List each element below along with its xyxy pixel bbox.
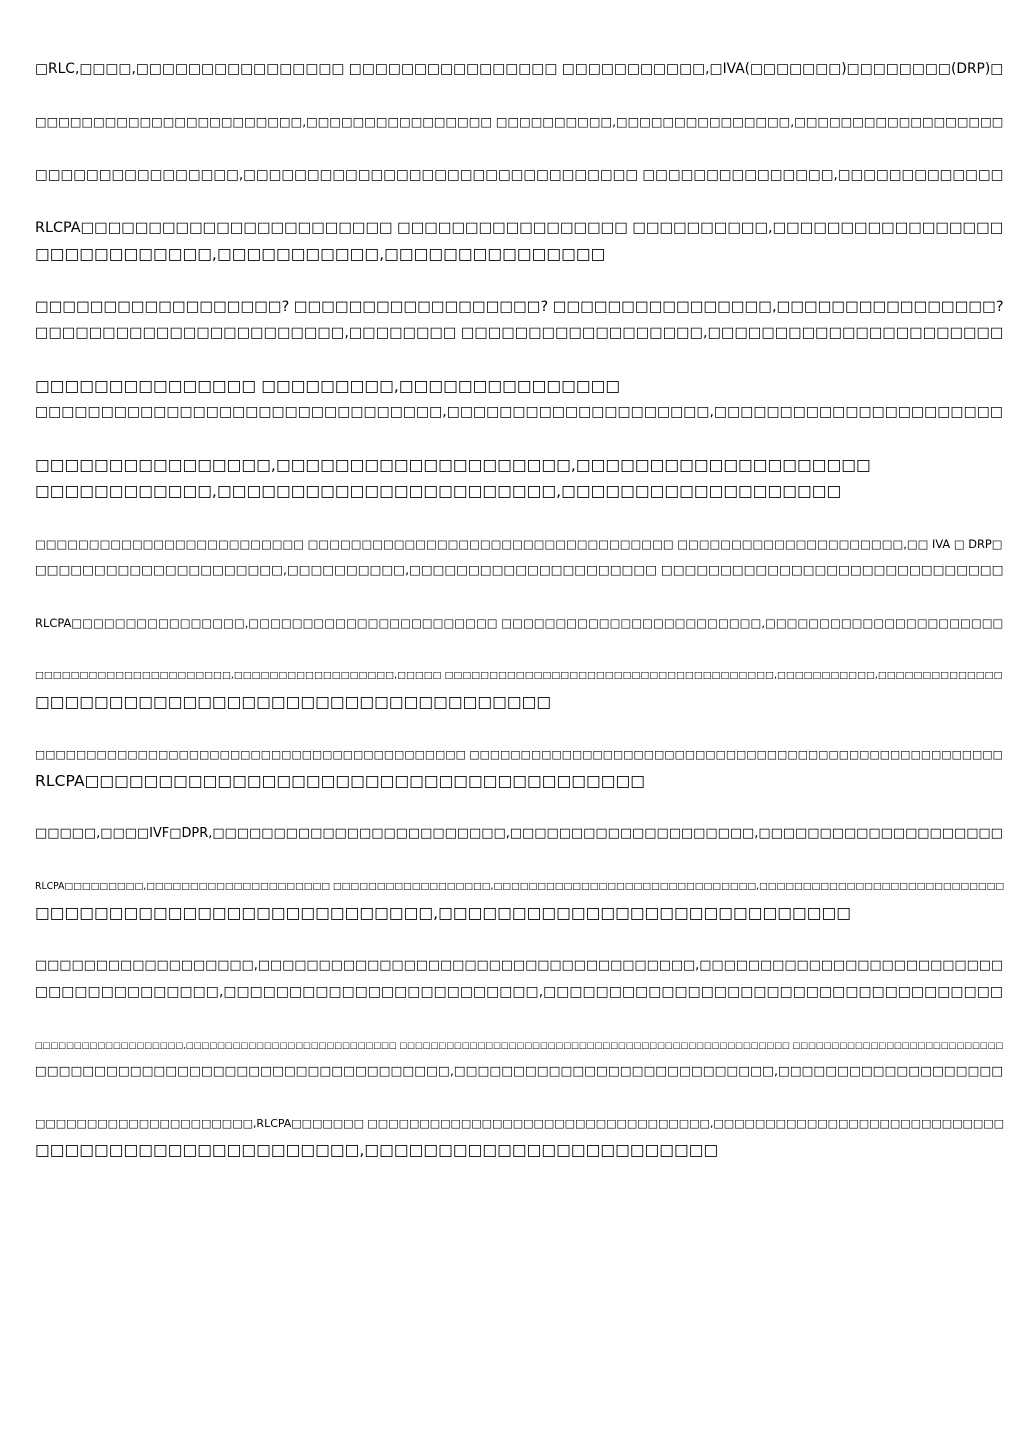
text-line: □□□□□□□□□□□□□□□□□□,□□□□□□□□□□□□□□□□□□□□□□□□□□□□□□□□□□□□,□□□□□□□□□□□□□□□□□□□□□□□□□: [35, 958, 1004, 973]
text-line: □□□□□□□□□□□□□□□□□□□□□□□□□□□□□□□□□□□: [35, 693, 552, 711]
text-line: RLCPA□□□□□□□□□□□□□□□□□□□□□□□ □□□□□□□□□□□□□□□□□ □□□□□□□□□□,□□□□□□□□□□□□□□□□□: [35, 220, 1004, 236]
text-line: □□□□□□□□□□□□□□□□□□□□□,RLCPA□□□□□□□ □□□□□□□□□□□□□□□□□□□□□□□□□□□□□□□□□,□□□□□□□□□□□□□□□□□□□□□□□□□□□□: [35, 1117, 1005, 1130]
text-line: RLCPA□□□□□□□□□□□□□□□□,□□□□□□□□□□□□□□□□□□□□□□□ □□□□□□□□□□□□□□□□□□□□□□□□,□□□□□□□□□□□□□□□□□□□□□□: [35, 616, 1004, 630]
text-line: □□□□□□□□□□□□□□□□□□□□□□□□□□□□□□□□□□□,□□□□□□□□□□□□□□□□□□□□□□□□□□□,□□□□□□□□□□□□□□□□□□□: [35, 1063, 1004, 1078]
text-line: □□□□□□□□□□□□,□□□□□□□□□□□,□□□□□□□□□□□□□□□: [35, 245, 606, 263]
text-line: □□□□□□□□□□□□□□,□□□□□□□□□□□□□□□□□□□□□□□□,□□□□□□□□□□□□□□□□□□□□□□□□□□□□□□□□□□□: [35, 984, 1003, 1000]
text-line: □□□□□□□□□□□□□□□□□□□□□□□□□□□□□□□□□□□□□□□□□□ □□□□□□□□□□□□□□□□□□□□□□□□□□□□□□□□□□□□□□□□□□□□□□□□□□□□: [35, 748, 1003, 761]
paragraph: [35, 294, 1004, 346]
text-line: □□□□□□□□□□□□□□□□,□□□□□□□□□□□□□□□□□□□□□□□□□□□□□□□ □□□□□□□□□□□□□□□,□□□□□□□□□□□□□: [35, 167, 1004, 183]
paragraph: [35, 953, 1004, 1005]
text-line: □□□□□□□□□□□□□□□□,□□□□□□□□□□□□□□□□□□□□,□□□□□□□□□□□□□□□□□□□□: [35, 456, 871, 474]
text-line: □□□□□□□□□□□□,□□□□□□□□□□□□□□□□□□□□□□□,□□□□□□□□□□□□□□□□□□□: [35, 482, 842, 500]
text-line: RLCPA□□□□□□□□□,□□□□□□□□□□□□□□□□□□□□□ □□□□□□□□□□□□□□□□□□,□□□□□□□□□□□□□□□□□□□□□□□□□□□□□□,□□□□□□□□□□□□□□□□□□□□□□□□□□□□: [35, 881, 1005, 892]
text-line: □□□□□□□□□□□□□□□□□□□□□□□□□□□,□□□□□□□□□□□□□□□□□□□□□□□□□□□□: [35, 904, 851, 922]
text-line: □□□□□□□□□□□□□□□□□□□,□□□□□□□□□□□□□□□□□□□□□□□□□□□ □□□□□□□□□□□□□□□□□□□□□□□□□□□□□□□□□□□□□□□□□□□□□□□□□□ □□□□□□□□□□□□□□□□□□□□□□□□□□□: [35, 1040, 1004, 1050]
text-line: □□□□□□□□□□□□□□□□□□□□□□□,□□□□□□□□□□□□□□□□ □□□□□□□□□□,□□□□□□□□□□□□□□□,□□□□□□□□□□□□□□□□□□: [35, 115, 1004, 129]
paragraph: [35, 821, 1003, 847]
text-line: □□□□□□□□□□□□□□□□□□□□□□□,□□□□□□□□ □□□□□□□□□□□□□□□□□□,□□□□□□□□□□□□□□□□□□□□□□: [35, 325, 1004, 341]
paragraph: [35, 373, 1003, 425]
text-line: □□□□□□□□□□□□□□□□□□□□□,□□□□□□□□□□,□□□□□□□□□□□□□□□□□□□□□ □□□□□□□□□□□□□□□□□□□□□□□□□□□□□: [35, 562, 1004, 577]
paragraph: [35, 1111, 1005, 1163]
paragraph: [35, 109, 1004, 135]
paragraph: [35, 56, 1004, 82]
paragraph: [35, 162, 1004, 188]
text-line: □RLC,□□□□,□□□□□□□□□□□□□□□□ □□□□□□□□□□□□□□□□ □□□□□□□□□□□,□IVA(□□□□□□□)□□□□□□□□(DRP)□: [35, 61, 1004, 77]
paragraph: [35, 1032, 1004, 1084]
text-line: □□□□□□□□□□□□□□□□□□□□□□□□□ □□□□□□□□□□□□□□□□□□□□□□□□□□□□□□□□□□ □□□□□□□□□□□□□□□□□□□□□,□□ IVA □ DRP□: [35, 537, 1003, 551]
paragraph: [35, 215, 1004, 267]
text-line: □□□□□,□□□□IVF□DPR,□□□□□□□□□□□□□□□□□□□□□□□□,□□□□□□□□□□□□□□□□□□□□,□□□□□□□□□□□□□□□□□□□□: [35, 826, 1003, 841]
text-line: □□□□□□□□□□□□□□□ □□□□□□□□□,□□□□□□□□□□□□□□□: [35, 377, 621, 395]
text-line: □□□□□□□□□□□□□□□□□□□□□□□□□□□□□□□,□□□□□□□□□□□□□□□□□□□□,□□□□□□□□□□□□□□□□□□□□□□: [35, 404, 1003, 420]
text-line: □□□□□□□□□□□□□□□□□□□□□□,□□□□□□□□□□□□□□□□□□□□□□□□: [35, 1141, 719, 1159]
paragraph: [35, 742, 1003, 794]
text-line: RLCPA□□□□□□□□□□□□□□□□□□□□□□□□□□□□□□□□□□□□□□: [35, 772, 645, 790]
paragraph: [35, 610, 1004, 636]
text-line: □□□□□□□□□□□□□□□□□□? □□□□□□□□□□□□□□□□□□? □□□□□□□□□□□□□□□□,□□□□□□□□□□□□□□□□?: [35, 299, 1004, 315]
paragraph: [35, 874, 1005, 926]
paragraph: [35, 663, 1003, 715]
document-body: [35, 56, 1005, 1190]
paragraph: [35, 452, 995, 504]
text-line: □□□□□□□□□□□□□□□□□□□□□□,□□□□□□□□□□□□□□□□□□,□□□□□ □□□□□□□□□□□□□□□□□□□□□□□□□□□□□□□□□□□□□,□□□□□□□□□□□,□□□□□□□□□□□□□□: [35, 670, 1003, 681]
paragraph: [35, 531, 1004, 583]
